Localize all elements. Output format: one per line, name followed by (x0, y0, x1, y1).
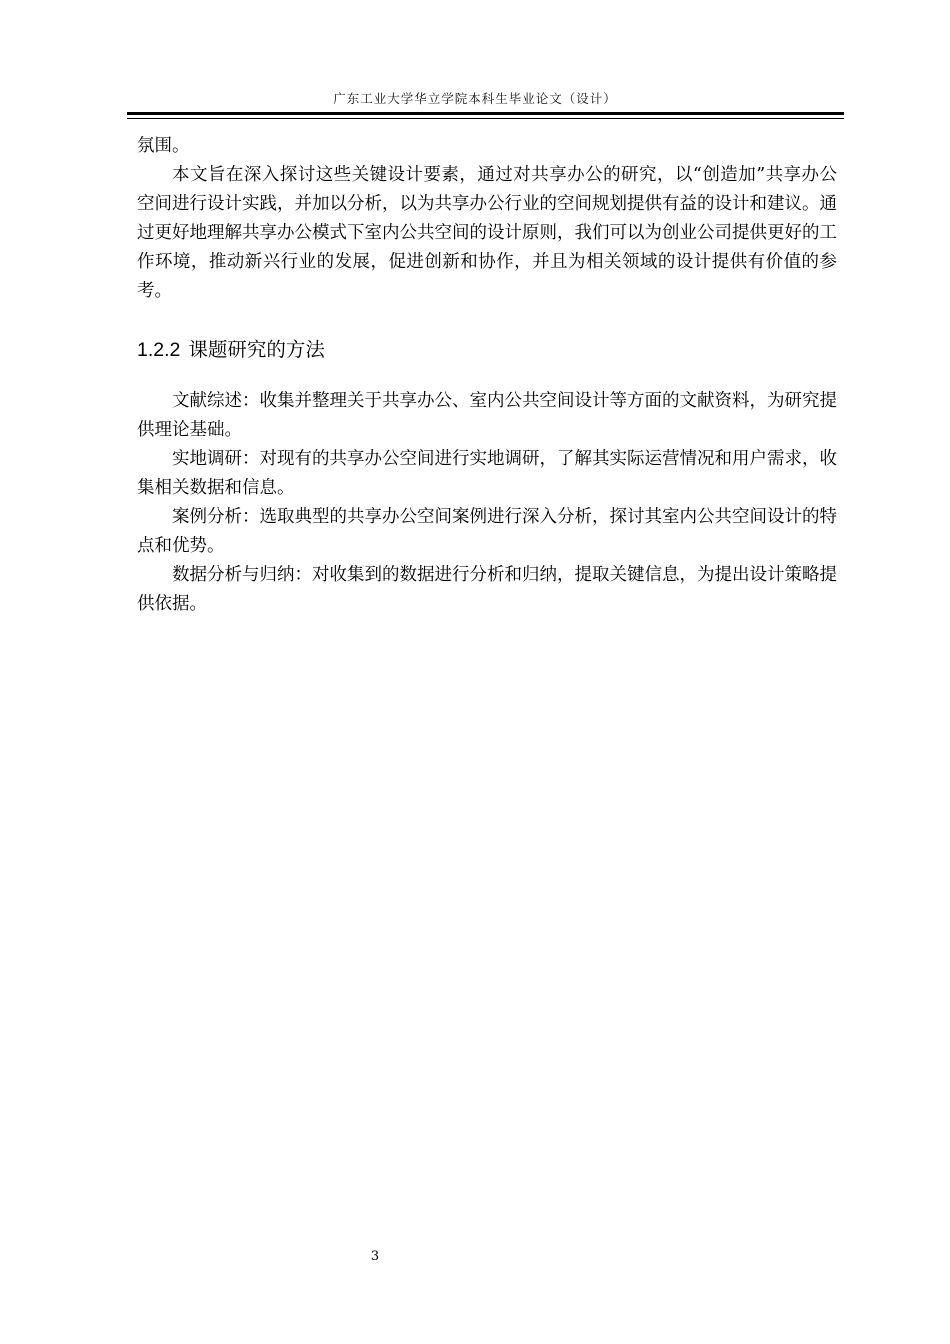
method-data-analysis: 数据分析与归纳：对收集到的数据进行分析和归纳，提取关键信息，为提出设计策略提供依据。 (137, 565, 837, 614)
running-header: 广东工业大学华立学院本科生毕业论文（设计） (333, 91, 617, 106)
method-field-research: 实地调研：对现有的共享办公空间进行实地调研，了解其实际运营情况和用户需求，收集相关数据和信息。 (137, 449, 837, 498)
intro-paragraph: 本文旨在深入探讨这些关键设计要素，通过对共享办公的研究，以“创造加”共享办公空间进行设计实践，并加以分析，以为共享办公行业的空间规划提供有益的设计和建议。通过更好地理解共享办公模式下室内公共空间的设计原则，我们可以为创业公司提供更好的工作环境，推动新兴行业的发展，促进创新和协作，并且为相关领域的设计提供有价值的参考。 (137, 165, 837, 301)
section-heading (137, 335, 837, 365)
method-case-analysis: 案例分析：选取典型的共享办公空间案例进行深入分析，探讨其室内公共空间设计的特点和优势。 (137, 507, 837, 556)
page-body (137, 132, 837, 619)
section-number: 1.2.2 (137, 339, 181, 361)
header-divider (127, 112, 844, 119)
method-literature-review: 文献综述：收集并整理关于共享办公、室内公共空间设计等方面的文献资料，为研究提供理论基础。 (137, 391, 837, 440)
continuation-text: 氛围。 (137, 136, 190, 156)
section-title: 课题研究的方法 (188, 338, 325, 361)
page-number: 3 (370, 1249, 380, 1264)
